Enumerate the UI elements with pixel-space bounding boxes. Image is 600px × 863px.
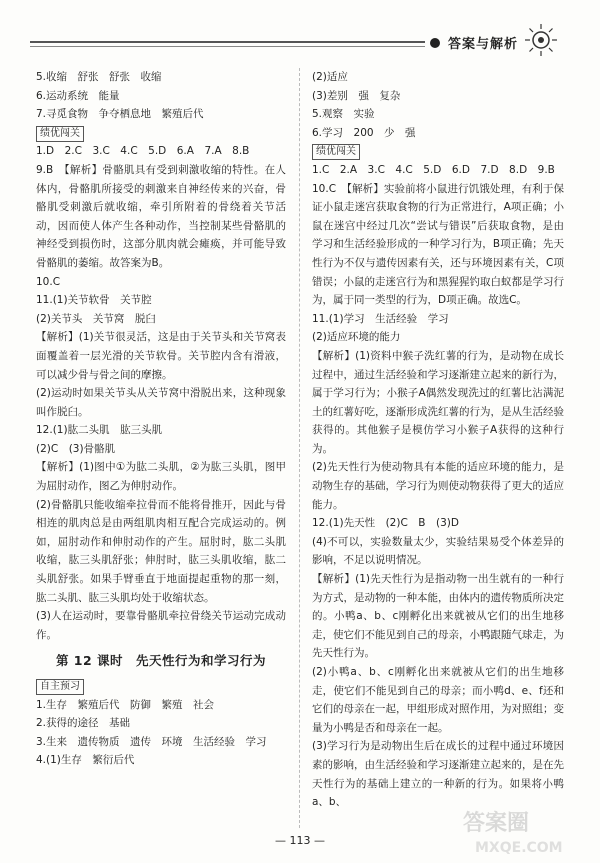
answer-line: 12.(1)先天性 (2)C B (3)D [312, 517, 459, 530]
explanation-paragraph: (2)小鸭a、b、c刚孵化出来就被从它们的出生地移走，使它们不能见到自己的母亲；而小鸭d、e、f还和它们的母亲在一起，甲组形成对照作用，为对照组；变量为小鸭是否和母亲在一起。 [312, 666, 564, 734]
explanation-paragraph: 【解析】(1)关节很灵活，这是由于关节头和关节窝表面覆盖着一层光滑的关节软骨。关节腔内含有滑液，可以减少骨与骨之间的摩擦。 [36, 331, 286, 381]
column-divider [299, 68, 300, 828]
bullet-icon [430, 38, 440, 48]
answer-line: (2)适应环境的能力 [312, 331, 401, 344]
answer-line: 1.生存 繁殖后代 防御 繁殖 社会 [36, 698, 215, 711]
explanation-paragraph: 9.B 【解析】骨骼肌具有受到刺激收缩的特性。在人体内，骨骼肌所接受的刺激来自神经传来的兴奋，骨骼肌受刺激后就收缩，牵引所附着的骨绕着关节活动，因而使人体产生各种动作，当控制某些骨骼肌的神经受到损伤时，这部分肌肉就会瘫痪，并可能导致骨骼肌的萎缩。故答案为B。 [36, 163, 286, 269]
page-number: — 113 — [275, 834, 325, 847]
explanation-paragraph: (2)骨骼肌只能收缩牵拉骨而不能将骨推开，因此与骨相连的肌肉总是由两组肌肉相互配合完成运动的。例如，屈肘动作和伸肘动作的产生。屈肘时，肱二头肌收缩，肱三头肌舒张；伸肘时，肱三头肌收缩，肱二头肌舒张。如果手臂垂直于地面提起重物的那一刻，肱二头肌、肱三头肌均处于收缩状态。 [36, 498, 286, 604]
answer-line: 5.收缩 舒张 舒张 收缩 [36, 71, 162, 83]
answer-line: 4.(1)生存 繁衍后代 [36, 754, 135, 767]
answer-line: 10.C [36, 275, 61, 288]
answer-line: 1.C 2.A 3.C 4.C 5.D 6.D 7.D 8.D 9.B [312, 163, 555, 176]
header-rule-thin [30, 46, 425, 47]
page-header [0, 0, 600, 62]
section-title: 第 12 课时 先天性行为和学习行为 [55, 653, 267, 669]
answer-line: 11.(1)关节软骨 关节腔 [36, 294, 152, 307]
explanation-paragraph: 10.C 【解析】实验前将小鼠进行饥饿处理，有利于保证小鼠走迷宫获取食物的行为正常进行，A项正确；小鼠在迷宫中经过几次“尝试与错误”后获取食物，是由学习和生活经验形成的一种学习行为，B项正确；先天性行为不仅与遗传因素有关，还与环境因素有关，C项错误；小鼠的走迷宫行为和黑猩猩钓取白蚁都是学习行为，属于同一类型的行为，D项正确。故选C。 [312, 182, 564, 307]
explanation-paragraph: (4)不可以，实验数量太少，实验结果易受个体差异的影响，不足以说明情况。 [312, 535, 564, 567]
section-tag: 绩优闯关 [36, 126, 84, 142]
answer-line: 3.生来 遗传物质 遗传 环境 生活经验 学习 [36, 735, 267, 748]
explanation-paragraph: 【解析】(1)图中①为肱二头肌，②为肱三头肌，图甲为屈肘动作，图乙为伸肘动作。 [36, 461, 286, 493]
explanation-paragraph: 【解析】(1)资料中猴子洗红薯的行为，是动物在成长过程中，通过生活经验和学习逐渐建立起来的新行为，属于学习行为；小猴子A偶然发现洗过的红薯比沾满泥土的红薯好吃，逐渐形成洗红薯的行为，是从生活经验获得的。其他猴子是模仿学习小猴子A获得的这种行为。 [312, 349, 564, 455]
header-title: 答案与解析 [448, 37, 519, 52]
explanation-paragraph: (3)学习行为是动物出生后在成长的过程中通过环境因素的影响，由生活经验和学习逐渐建立起来的，是在先天性行为的基础上建立的一种新的行为。如果将小鸭a、b、 [312, 740, 564, 809]
section-tag: 自主预习 [36, 679, 84, 695]
answer-line: (2)关节头 关节窝 脱臼 [36, 312, 156, 325]
explanation-paragraph: (2)运动时如果关节头从关节窝中滑脱出来，这种现象叫作脱臼。 [36, 387, 286, 418]
answer-line: 2.获得的途径 基础 [36, 717, 131, 730]
watermark-url: MXQE.COM [475, 840, 563, 856]
sun-logo-icon [523, 22, 559, 58]
watermark-logo [455, 800, 595, 860]
answer-line: 1.D 2.C 3.C 4.C 5.D 6.A 7.A 8.B [36, 145, 250, 158]
answer-line: (2)C (3)骨骼肌 [36, 442, 116, 455]
answer-line: 7.寻觅食物 争夺栖息地 繁殖后代 [36, 108, 204, 121]
explanation-paragraph: 【解析】(1)先天性行为是指动物一出生就有的一种行为方式，是动物的一种本能，由体内的遗传物质所决定的。小鸭a、b、c刚孵化出来就被从它们的出生地移走，使它们不能见到自己的母亲，小鸭跟随气球走，为先天性行为。 [312, 573, 564, 660]
right-column [312, 68, 564, 812]
header-rule [30, 41, 425, 43]
answer-line: 5.观察 实验 [312, 108, 375, 121]
explanation-paragraph: (3)人在运动时，要靠骨骼肌牵拉骨绕关节运动完成动作。 [36, 610, 286, 641]
explanation-paragraph: (2)先天性行为使动物具有本能的适应环境的能力，是动物生存的基础，学习行为则使动物获得了更大的适应能力。 [312, 461, 564, 511]
answer-line: (2)适应 [312, 71, 348, 83]
answer-line: (3)差别 强 复杂 [312, 89, 401, 102]
answer-line: 11.(1)学习 生活经验 学习 [312, 312, 449, 325]
answer-line: 12.(1)肱二头肌 肱三头肌 [36, 424, 163, 437]
answer-line: 6.运动系统 能量 [36, 89, 120, 102]
section-tag: 绩优闯关 [312, 144, 360, 160]
answer-line: 6.学习 200 少 强 [312, 126, 416, 139]
left-column [36, 68, 286, 770]
watermark-text: 答案圈 [463, 811, 530, 836]
